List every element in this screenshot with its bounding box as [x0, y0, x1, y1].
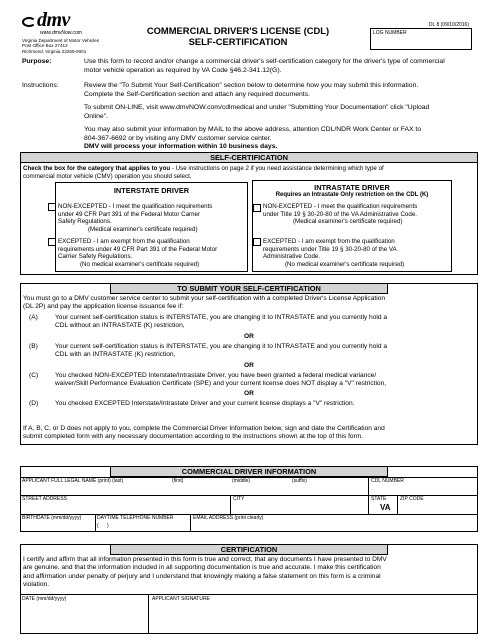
signature-label: APPLICANT SIGNATURE [152, 596, 210, 602]
title-line: COMMERCIAL DRIVER'S LICENSE (CDL) [146, 25, 330, 36]
suffix-label: (suffix) [292, 478, 307, 484]
dmv-logo [22, 10, 102, 54]
state-value: VA [380, 503, 391, 512]
or-separator: OR [244, 333, 254, 340]
intrastate-excepted-text [263, 238, 451, 268]
log-number-label: LOG NUMBER [373, 30, 407, 36]
text-line: You checked NON-EXCEPTED Interstate/Intrastate Driver, you have been granted a federal medical variance/ [55, 372, 377, 379]
state-label: STATE [371, 496, 387, 502]
text-line: Your current self-certification status is INTERSTATE, you are changing it to INTRASTATE and you currently hold a [55, 314, 388, 321]
purpose-text [84, 58, 479, 75]
intro-line: commercial motor vehicle (CMV) operation you should select. [23, 172, 192, 180]
text-line: (No medical examiner's certificate required) [285, 260, 405, 268]
certification-statement [23, 556, 475, 589]
text-line: Safety Regulations. [58, 218, 112, 226]
text-line: waiver/Skill Performance Evaluation Certificate (SPE) and your current license does NOT display a "V" restriction, [55, 380, 387, 388]
certification-heading: CERTIFICATION [110, 544, 388, 555]
agency-address [22, 38, 102, 54]
interstate-nonexcepted-text [58, 203, 248, 233]
text-line: Complete the Self-Certification section and attach any required documents. [84, 90, 310, 98]
text-line: (DL 2P) and pay the application license issuance fee if: [23, 303, 184, 311]
text-line: motor vehicle operation as required by VA Code §46.2-341.12(G). [84, 66, 282, 74]
intro-rest: - Use instructions on page 2 if you need assistance determining which type of [170, 165, 384, 172]
text-line: Administrative Code. [263, 253, 321, 261]
text-line: Online". [84, 112, 108, 120]
condition-label: (C) [29, 372, 39, 379]
street-address-label: STREET ADDRESS [22, 496, 67, 502]
text-line: under 49 CFR Part 391 of the Federal Motor Carrier [58, 210, 201, 218]
submit-intro [23, 295, 475, 311]
text-line: submit completed form with any necessary documentation according to the instructions shown at the top of this form. [23, 433, 364, 441]
intrastate-heading: INTRASTATE DRIVER [314, 183, 390, 192]
intrastate-subheading: Requires an Intrastate Only restriction on the CDL (K) [275, 192, 429, 198]
text-line: (Medical examiner's certificate required) [293, 218, 403, 226]
text-line: You must go to a DMV customer service center to submit your self-certification with a completed Driver's License Application [23, 295, 385, 302]
text-line: Carrier Safety Regulations. [58, 253, 133, 261]
text-line: NON-EXCEPTED - I meet the qualification requirements [263, 203, 418, 210]
intrastate-nonexcepted-text [263, 203, 451, 226]
agency-line: Post Office Box 27412 [22, 43, 68, 49]
condition-d [23, 400, 475, 410]
or-separator: OR [244, 390, 254, 397]
submit-conditions [23, 314, 475, 410]
form-number: DL 8 (09/10/2016) [428, 22, 469, 28]
email-label: EMAIL ADDRESS (print clearly) [193, 515, 264, 521]
title-line: SELF-CERTIFICATION [188, 36, 288, 47]
text-line: NON-EXCEPTED - I meet the qualification requirements [58, 203, 213, 210]
text-line: 804-367-6692 or by visiting any DMV customer service center. [84, 134, 272, 142]
log-number-field[interactable] [370, 28, 472, 50]
birthdate-label: BIRTHDATE (mm/dd/yyyy) [22, 515, 82, 521]
agency-line: Richmond, Virginia 23269-0001 [22, 48, 87, 54]
condition-label: (A) [29, 314, 38, 321]
text-line: I certify and affirm that all information presented in this form is true and correct, that any documents I have presented to DMV [23, 556, 387, 563]
processing-note: DMV will process your information within 10 business days. [84, 143, 278, 150]
swoosh-icon [22, 17, 36, 27]
condition-c [23, 372, 475, 389]
text-line: CDL without an INTRASTATE (K) restriction, [55, 322, 185, 330]
city-field[interactable] [230, 495, 368, 514]
agency-line: Virginia Department of Motor Vehicles [22, 38, 100, 43]
text-line: You checked EXCEPTED Interstate/Intrastate Driver and your current license displays a "V" restriction. [55, 400, 355, 407]
text-line: If A, B, C, or D does not apply to you, complete the Commercial Driver Information below, sign and date the Certification and [23, 425, 385, 432]
text-line: requirements under Title 19 § 30-20-80 of the VA [263, 245, 397, 253]
interstate-nonexcepted-checkbox[interactable] [48, 203, 56, 211]
logo-url: www.dmvNow.com [40, 30, 82, 36]
text-line: (Medical examiner's certificate required) [88, 225, 198, 233]
self-certification-intro [23, 165, 475, 181]
text-line: (No medical examiner's certificate required) [80, 260, 200, 268]
text-line: Review the "To Submit Your Self-Certification" section below to determine how you may submit this information. [84, 82, 419, 89]
text-line: CDL with an INTRASTATE (K) restriction, [55, 351, 176, 359]
text-line: Your current self-certification status is INTERSTATE, you are changing it to INTRASTATE and you currently hold a [55, 343, 388, 350]
condition-label: (D) [29, 400, 39, 407]
purpose-label: Purpose: [22, 58, 52, 65]
text-line: To submit ON-LINE, visit www.dmvNOW.com/cdlmedical and under "Submitting Your Documentation" click "Upload [84, 104, 430, 111]
logo-text: dmv [37, 9, 70, 31]
instructions-text [84, 82, 479, 152]
condition-b [23, 343, 475, 360]
interstate-excepted-text [58, 238, 253, 268]
text-line: You may also submit your information by MAIL to the above address, attention CDL/NDR Work Center or FAX to [84, 126, 422, 133]
condition-a [23, 314, 475, 331]
text-line: EXCEPTED - I am exempt from the qualification [263, 238, 395, 245]
text-line: under Title 19 § 30-20-80 of the VA Administrative Code. [263, 210, 417, 218]
submit-heading: TO SUBMIT YOUR SELF-CERTIFICATION [110, 283, 388, 294]
intrastate-nonexcepted-checkbox[interactable] [253, 204, 261, 212]
telephone-label: DAYTIME TELEPHONE NUMBER [97, 515, 174, 521]
interstate-excepted-checkbox[interactable] [48, 238, 56, 246]
self-certification-heading: SELF-CERTIFICATION [20, 152, 478, 163]
condition-label: (B) [29, 343, 38, 350]
text-line: violation. [23, 580, 50, 588]
middle-name-label: (middle) [232, 478, 251, 484]
submit-closing [23, 425, 475, 441]
first-name-label: (first) [172, 478, 184, 484]
text-line: and affirmation under penalty of perjury and I understand that knowingly making a false statement on this form is a criminal [23, 572, 381, 580]
telephone-parens: ( ) [97, 523, 109, 529]
text-line: EXCEPTED - I am exempt from the qualification [58, 238, 190, 245]
intrastate-excepted-checkbox[interactable] [253, 238, 261, 246]
name-label: APPLICANT FULL LEGAL NAME (print) (last) [22, 478, 124, 484]
city-label: CITY [233, 496, 245, 502]
text-line: Use this form to record and/or change a commercial driver's self-certification category for the driver's type of commercial [84, 58, 445, 65]
instructions-label: Instructions: [22, 82, 59, 89]
text-line: requirements under 49 CFR Part 391 of the Federal Motor [58, 245, 218, 253]
text-line: are genuine, and that the information included in all supporting documentation is true and accurate. I make this certification [23, 564, 381, 572]
or-separator: OR [244, 362, 254, 369]
form-title [118, 25, 358, 47]
driver-info-heading: COMMERCIAL DRIVER INFORMATION [110, 466, 388, 477]
zip-code-label: ZIP CODE [400, 496, 424, 502]
interstate-heading: INTERSTATE DRIVER [113, 186, 190, 195]
intro-bold: Check the box for the category that applies to you [23, 165, 171, 172]
date-label: DATE (mm/dd/yyyy) [22, 596, 67, 602]
cdl-number-label: CDL NUMBER [371, 478, 404, 484]
